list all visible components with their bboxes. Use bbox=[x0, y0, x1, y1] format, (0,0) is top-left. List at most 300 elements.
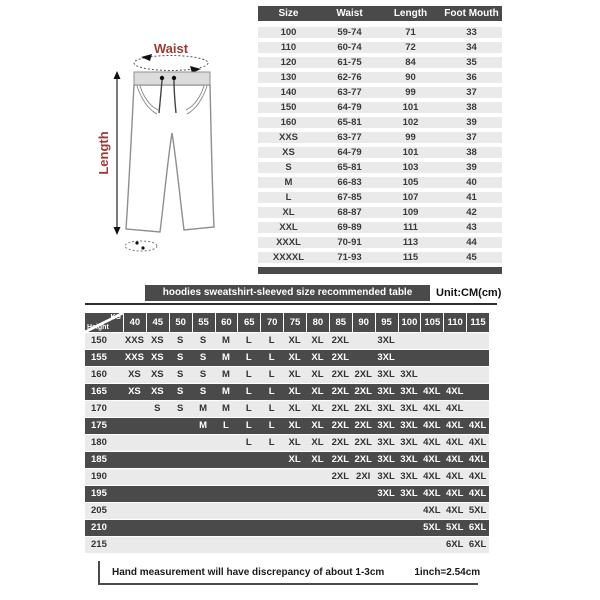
size-cell bbox=[169, 418, 192, 434]
size-cell: 2XL bbox=[331, 369, 350, 380]
foot-mouth-dot bbox=[135, 241, 138, 244]
size-cell: XL bbox=[311, 352, 324, 363]
size-cell bbox=[443, 333, 466, 349]
size-cell bbox=[306, 537, 329, 553]
table-cell: 111 bbox=[403, 222, 418, 233]
size-cell bbox=[398, 503, 421, 519]
weight-header-cell: 50 bbox=[170, 313, 192, 332]
height-cell: 155 bbox=[91, 352, 107, 363]
size-cell: 2XL bbox=[354, 420, 372, 431]
size-cell: 2XL bbox=[331, 420, 350, 431]
table-row bbox=[258, 102, 502, 113]
size-cell bbox=[237, 486, 260, 502]
table-row bbox=[258, 192, 502, 203]
size-cell: 2XL bbox=[331, 335, 350, 346]
size-cell: 5XL bbox=[423, 522, 441, 533]
size-cell bbox=[169, 452, 192, 468]
foot-mouth-ellipse bbox=[125, 241, 157, 251]
matrix-header-row bbox=[85, 313, 489, 332]
weight-header-cell: 110 bbox=[444, 313, 466, 332]
size-cell bbox=[260, 469, 283, 485]
size-cell bbox=[123, 435, 146, 451]
size-table-bottom-bar bbox=[258, 267, 502, 274]
size-cell: 2XL bbox=[331, 403, 350, 414]
size-cell: 4XL bbox=[445, 505, 464, 516]
weight-header-cell: 60 bbox=[216, 313, 238, 332]
table-cell: 63-77 bbox=[337, 132, 362, 143]
table-cell: 35 bbox=[466, 57, 477, 68]
table-row bbox=[258, 177, 502, 188]
size-cell bbox=[146, 452, 169, 468]
size-cell bbox=[352, 350, 375, 366]
size-cell bbox=[352, 503, 375, 519]
size-cell: 4XL bbox=[468, 471, 487, 482]
size-cell: XL bbox=[311, 420, 324, 431]
size-cell: M bbox=[221, 369, 230, 380]
size-cell: L bbox=[268, 420, 275, 431]
size-cell: XS bbox=[150, 386, 164, 397]
table-cell: XXL bbox=[279, 222, 298, 233]
matrix-row bbox=[85, 333, 489, 349]
table-cell: 44 bbox=[466, 237, 477, 248]
size-cell bbox=[215, 520, 238, 536]
size-cell: L bbox=[245, 403, 252, 414]
table-row bbox=[258, 132, 502, 143]
weight-header-cell: 45 bbox=[147, 313, 169, 332]
table-cell: 43 bbox=[466, 222, 477, 233]
size-cell: L bbox=[268, 352, 275, 363]
size-cell: 6XL bbox=[468, 539, 487, 550]
size-cell bbox=[192, 452, 215, 468]
size-cell bbox=[192, 503, 215, 519]
table-cell: 64-79 bbox=[337, 102, 362, 113]
weight-header-cell: 70 bbox=[261, 313, 283, 332]
size-cell bbox=[443, 350, 466, 366]
corner-cell bbox=[85, 313, 123, 332]
table-row bbox=[258, 87, 502, 98]
size-cell bbox=[329, 537, 352, 553]
size-cell bbox=[146, 435, 169, 451]
table-row bbox=[258, 27, 502, 38]
table-row bbox=[258, 162, 502, 173]
weight-header-cell: 115 bbox=[467, 313, 489, 332]
size-cell: 4XL bbox=[423, 488, 441, 499]
weight-header-cell: 100 bbox=[399, 313, 421, 332]
size-cell bbox=[169, 469, 192, 485]
size-cell: 4XL bbox=[423, 471, 441, 482]
table-row bbox=[258, 207, 502, 218]
size-cell bbox=[192, 486, 215, 502]
size-table-header bbox=[258, 6, 502, 21]
size-cell bbox=[215, 469, 238, 485]
size-cell: XL bbox=[288, 335, 301, 346]
height-cell: 185 bbox=[91, 454, 107, 465]
size-cell: 3XL bbox=[400, 420, 418, 431]
size-cell bbox=[420, 367, 443, 383]
size-cell bbox=[306, 486, 329, 502]
size-cell bbox=[375, 520, 398, 536]
height-cell: 175 bbox=[91, 420, 107, 431]
size-cell bbox=[329, 486, 352, 502]
size-cell bbox=[306, 503, 329, 519]
size-cell bbox=[466, 401, 489, 417]
table-cell: 113 bbox=[402, 237, 419, 248]
size-cell: 4XL bbox=[445, 437, 464, 448]
size-cell bbox=[260, 503, 283, 519]
matrix-body bbox=[85, 333, 489, 553]
table-cell: 38 bbox=[466, 102, 477, 113]
size-cell bbox=[466, 350, 489, 366]
table-cell: 39 bbox=[466, 117, 477, 128]
size-cell: 3XL bbox=[400, 454, 418, 465]
size-cell: L bbox=[268, 437, 275, 448]
size-cell: 4XL bbox=[445, 386, 464, 397]
matrix-row bbox=[85, 401, 489, 417]
length-label: Length bbox=[96, 131, 111, 175]
size-cell: 2XL bbox=[331, 437, 350, 448]
kg-label: KG bbox=[110, 314, 121, 321]
table-cell: XXXXL bbox=[272, 252, 305, 263]
size-cell: XL bbox=[311, 335, 324, 346]
size-cell: XL bbox=[288, 437, 301, 448]
size-cell bbox=[146, 503, 169, 519]
size-cell bbox=[237, 503, 260, 519]
height-cell: 195 bbox=[91, 488, 107, 499]
size-cell: XL bbox=[288, 369, 301, 380]
size-cell: L bbox=[245, 352, 252, 363]
table-cell: 38 bbox=[466, 147, 477, 158]
table-cell: 84 bbox=[405, 57, 416, 68]
weight-header-cell: 105 bbox=[421, 313, 443, 332]
length-arrow-bottom-icon bbox=[114, 227, 121, 235]
size-cell: M bbox=[221, 352, 230, 363]
divider-line bbox=[85, 303, 497, 305]
matrix-row bbox=[85, 537, 489, 553]
hoodie-table-title: hoodies sweatshirt-sleeved size recommended table bbox=[145, 285, 430, 301]
size-cell bbox=[123, 469, 146, 485]
size-cell: 2XL bbox=[331, 352, 350, 363]
height-cell: 180 bbox=[91, 437, 107, 448]
height-cell: 205 bbox=[91, 505, 107, 516]
size-cell bbox=[420, 537, 443, 553]
size-cell bbox=[352, 486, 375, 502]
size-cell bbox=[260, 537, 283, 553]
matrix-row bbox=[85, 469, 489, 485]
size-cell: XL bbox=[311, 386, 324, 397]
size-cell bbox=[123, 537, 146, 553]
size-cell: XL bbox=[311, 403, 324, 414]
size-cell: 3XL bbox=[400, 369, 418, 380]
table-cell: 71 bbox=[405, 27, 416, 38]
height-cell: 190 bbox=[91, 471, 107, 482]
table-cell: 70-91 bbox=[337, 237, 362, 248]
size-cell: 4XL bbox=[445, 420, 464, 431]
size-cell bbox=[169, 503, 192, 519]
unit-label: Unit:CM(cm) bbox=[436, 287, 502, 299]
size-cell: 4XL bbox=[423, 403, 441, 414]
table-cell: 102 bbox=[402, 117, 419, 128]
table-cell: XXXL bbox=[276, 237, 301, 248]
size-cell: 3XL bbox=[377, 437, 395, 448]
size-cell: XS bbox=[128, 369, 141, 380]
table-cell: 150 bbox=[280, 102, 297, 113]
size-cell bbox=[260, 520, 283, 536]
size-cell bbox=[215, 537, 238, 553]
pants-outline bbox=[126, 85, 214, 232]
size-cell bbox=[283, 537, 306, 553]
size-cell bbox=[398, 520, 421, 536]
size-cell: S bbox=[199, 335, 207, 346]
table-cell: 66-83 bbox=[337, 177, 362, 188]
size-cell: 5XL bbox=[445, 522, 464, 533]
table-cell: 37 bbox=[466, 132, 477, 143]
matrix-row bbox=[85, 435, 489, 451]
table-cell: XXS bbox=[278, 132, 298, 143]
size-cell bbox=[329, 520, 352, 536]
table-row bbox=[258, 72, 502, 83]
size-cell: 3XL bbox=[377, 403, 395, 414]
size-cell: 4XL bbox=[468, 437, 487, 448]
size-cell bbox=[306, 520, 329, 536]
table-cell: L bbox=[285, 192, 292, 203]
size-cell bbox=[283, 486, 306, 502]
size-cell bbox=[169, 486, 192, 502]
table-row bbox=[258, 117, 502, 128]
size-cell: M bbox=[199, 403, 208, 414]
table-cell: 68-87 bbox=[337, 207, 362, 218]
size-cell: L bbox=[245, 369, 252, 380]
size-cell: M bbox=[221, 403, 230, 414]
weight-header-cell: 55 bbox=[193, 313, 215, 332]
note-text: Hand measurement will have discrepancy of about 1-3cm bbox=[112, 566, 385, 578]
size-cell bbox=[398, 537, 421, 553]
size-cell: XS bbox=[150, 335, 164, 346]
size-cell bbox=[466, 384, 489, 400]
size-cell: XL bbox=[288, 403, 301, 414]
size-cell bbox=[192, 469, 215, 485]
size-cell: 6XL bbox=[445, 539, 464, 550]
table-cell: 101 bbox=[402, 147, 419, 158]
size-cell: 4XL bbox=[423, 420, 441, 431]
weight-header-cell: 80 bbox=[307, 313, 329, 332]
size-cell: S bbox=[177, 386, 184, 397]
table-cell: 63-77 bbox=[337, 87, 362, 98]
size-cell bbox=[146, 520, 169, 536]
table-cell: 110 bbox=[280, 42, 297, 53]
size-cell bbox=[237, 520, 260, 536]
size-cell bbox=[420, 333, 443, 349]
size-cell: 4XL bbox=[445, 403, 464, 414]
table-cell: 34 bbox=[466, 42, 477, 53]
height-cell: 165 bbox=[91, 386, 107, 397]
size-cell bbox=[237, 469, 260, 485]
size-cell bbox=[146, 537, 169, 553]
foot-mouth-dot bbox=[141, 246, 144, 249]
size-cell: L bbox=[245, 420, 252, 431]
size-cell bbox=[169, 435, 192, 451]
table-cell: 71-93 bbox=[337, 252, 362, 263]
table-cell: 39 bbox=[466, 162, 477, 173]
height-cell: 150 bbox=[91, 335, 107, 346]
height-cell: 170 bbox=[91, 403, 107, 414]
size-cell bbox=[352, 537, 375, 553]
column-header: Size bbox=[278, 8, 299, 19]
size-cell: 4XL bbox=[468, 454, 487, 465]
pants-diagram bbox=[85, 35, 230, 260]
size-cell: 3XL bbox=[377, 488, 395, 499]
table-cell: 59-74 bbox=[337, 27, 362, 38]
pants-size-table bbox=[258, 6, 502, 274]
table-cell: 65-81 bbox=[337, 162, 362, 173]
size-cell: S bbox=[199, 352, 207, 363]
table-row bbox=[258, 42, 502, 53]
height-label: Height bbox=[87, 324, 109, 331]
size-cell bbox=[215, 486, 238, 502]
size-cell: 3XL bbox=[377, 335, 395, 346]
size-cell bbox=[466, 333, 489, 349]
weight-header-cell: 90 bbox=[353, 313, 375, 332]
table-cell: 60-74 bbox=[337, 42, 362, 53]
weight-header-cell: 40 bbox=[124, 313, 146, 332]
size-cell: 2XL bbox=[354, 454, 372, 465]
drawstring-dot bbox=[160, 76, 164, 80]
size-cell bbox=[192, 520, 215, 536]
size-cell: XL bbox=[288, 386, 301, 397]
size-cell: 2XL bbox=[354, 437, 372, 448]
column-header: Waist bbox=[336, 8, 363, 19]
size-cell bbox=[283, 503, 306, 519]
table-cell: 100 bbox=[280, 27, 297, 38]
matrix-row bbox=[85, 384, 489, 400]
table-cell: 101 bbox=[402, 102, 419, 113]
matrix-row bbox=[85, 520, 489, 536]
size-cell bbox=[329, 503, 352, 519]
size-cell: 3XL bbox=[400, 488, 418, 499]
size-cell: 4XL bbox=[468, 420, 487, 431]
size-cell: XXS bbox=[124, 335, 144, 346]
size-cell: S bbox=[177, 369, 184, 380]
matrix-row bbox=[85, 367, 489, 383]
size-cell: L bbox=[268, 386, 275, 397]
size-cell: 2XL bbox=[331, 471, 350, 482]
table-cell: 40 bbox=[466, 177, 477, 188]
size-cell: 2XL bbox=[331, 386, 350, 397]
column-header: Foot Mouth bbox=[444, 8, 499, 19]
matrix-row bbox=[85, 452, 489, 468]
size-cell: L bbox=[245, 386, 252, 397]
size-cell: 2XL bbox=[354, 386, 372, 397]
table-cell: 109 bbox=[402, 207, 419, 218]
size-cell bbox=[146, 486, 169, 502]
size-cell: M bbox=[199, 420, 208, 431]
size-cell bbox=[260, 452, 283, 468]
size-cell: 3XL bbox=[377, 386, 395, 397]
table-cell: 62-76 bbox=[337, 72, 362, 83]
size-cell: 3XL bbox=[377, 352, 395, 363]
table-row bbox=[258, 147, 502, 158]
height-cell: 160 bbox=[91, 369, 107, 380]
size-cell bbox=[352, 333, 375, 349]
size-cell: M bbox=[221, 335, 230, 346]
table-cell: 69-89 bbox=[337, 222, 362, 233]
size-cell: XL bbox=[288, 352, 301, 363]
table-cell: 103 bbox=[402, 162, 419, 173]
table-cell: M bbox=[284, 177, 293, 188]
size-cell bbox=[123, 503, 146, 519]
table-cell: 107 bbox=[402, 192, 419, 203]
size-cell: XL bbox=[311, 454, 324, 465]
table-cell: S bbox=[285, 162, 292, 173]
table-row bbox=[258, 237, 502, 248]
size-cell: XXS bbox=[124, 352, 144, 363]
table-row bbox=[258, 222, 502, 233]
table-row bbox=[258, 252, 502, 263]
size-cell: XL bbox=[288, 420, 301, 431]
size-cell bbox=[237, 452, 260, 468]
size-cell bbox=[146, 418, 169, 434]
size-cell: 4XL bbox=[445, 471, 464, 482]
size-cell: 2XL bbox=[354, 403, 372, 414]
size-cell bbox=[375, 503, 398, 519]
size-cell: S bbox=[154, 403, 161, 414]
table-cell: 37 bbox=[466, 87, 477, 98]
table-cell: XS bbox=[282, 147, 295, 158]
size-cell: 2XI bbox=[356, 471, 371, 482]
size-cell: L bbox=[268, 335, 275, 346]
table-cell: 120 bbox=[280, 57, 297, 68]
table-cell: 33 bbox=[466, 27, 477, 38]
waist-arrow-left-icon bbox=[141, 54, 152, 61]
size-cell: 6XL bbox=[468, 522, 487, 533]
size-table-body bbox=[258, 27, 502, 263]
size-cell: 4XL bbox=[423, 505, 441, 516]
size-cell bbox=[123, 452, 146, 468]
size-cell: L bbox=[223, 420, 229, 431]
size-cell bbox=[123, 520, 146, 536]
size-cell: 2XL bbox=[354, 369, 372, 380]
size-cell: 4XL bbox=[423, 437, 441, 448]
size-cell: 4XL bbox=[468, 488, 487, 499]
size-cell bbox=[283, 469, 306, 485]
size-cell: S bbox=[177, 352, 184, 363]
size-cell bbox=[398, 333, 421, 349]
size-cell bbox=[283, 520, 306, 536]
size-cell bbox=[215, 452, 238, 468]
waist-label: Waist bbox=[153, 41, 189, 56]
matrix-row bbox=[85, 350, 489, 366]
table-cell: 61-75 bbox=[337, 57, 362, 68]
size-cell: 3XL bbox=[400, 437, 418, 448]
size-cell: XL bbox=[311, 369, 324, 380]
size-cell bbox=[398, 350, 421, 366]
measurement-note bbox=[98, 561, 481, 585]
size-cell: M bbox=[221, 386, 230, 397]
size-cell: 5XL bbox=[468, 505, 487, 516]
table-cell: 130 bbox=[280, 72, 297, 83]
size-cell: 3XL bbox=[377, 454, 395, 465]
table-cell: 64-79 bbox=[337, 147, 362, 158]
size-cell bbox=[123, 418, 146, 434]
table-cell: 105 bbox=[402, 177, 419, 188]
size-cell: S bbox=[199, 386, 207, 397]
size-cell: L bbox=[268, 403, 275, 414]
table-cell: 99 bbox=[405, 87, 416, 98]
table-cell: 115 bbox=[402, 252, 419, 263]
size-cell: S bbox=[177, 403, 184, 414]
matrix-row bbox=[85, 418, 489, 434]
size-cell: 2XL bbox=[331, 454, 350, 465]
size-cell bbox=[375, 537, 398, 553]
